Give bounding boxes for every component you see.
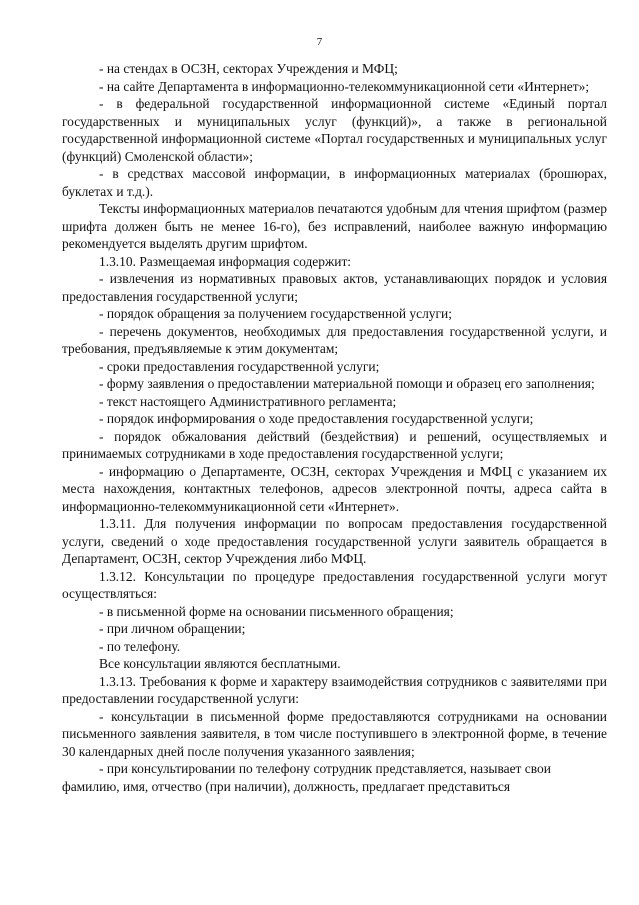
paragraph: - извлечения из нормативных правовых актов, устанавливающих порядок и условия предоставления государственной услуги; bbox=[62, 271, 607, 304]
paragraph: Тексты информационных материалов печатаются удобным для чтения шрифтом (размер шрифта должен быть не менее 16-го), без исправлений, наиболее важную информацию рекомендуется выделять другим шрифтом. bbox=[62, 201, 607, 251]
paragraph: - при личном обращении; bbox=[99, 621, 246, 636]
paragraph: - на сайте Департамента в информационно-телекоммуникационной сети «Интернет»; bbox=[99, 78, 590, 94]
paragraph: - форму заявления о предоставлении материальной помощи и образец его заполнения; bbox=[99, 376, 595, 391]
paragraph: - перечень документов, необходимых для предоставления государственной услуги, и требования, предъявляемые к этим документам; bbox=[62, 323, 607, 356]
paragraph: 1.3.10. Размещаемая информация содержит: bbox=[99, 253, 352, 269]
paragraph: - информацию о Департаменте, ОСЗН, секторах Учреждения и МФЦ с указанием их места нахождения, контактных телефонов, адресов электронной почты, адреса сайта в информационно-телекоммуникационной сети «Интернет». bbox=[62, 463, 607, 514]
paragraph: - порядок обращения за получением государственной услуги; bbox=[99, 306, 452, 321]
paragraph: 1.3.12. Консультации по процедуре предоставления государственной услуги могут осуществляться: bbox=[62, 568, 607, 601]
paragraph: - порядок обжалования действий (бездействия) и решений, осуществляемых и принимаемых сотрудниками в ходе предоставления государственной услуги; bbox=[62, 428, 607, 461]
paragraph: - сроки предоставления государственной услуги; bbox=[99, 358, 380, 374]
paragraph: Все консультации являются бесплатными. bbox=[99, 656, 341, 671]
page-number: 7 bbox=[316, 36, 323, 48]
paragraph: - на стендах в ОСЗН, секторах Учреждения и МФЦ; bbox=[99, 61, 398, 76]
paragraph: - консультации в письменной форме предоставляются сотрудниками на основании письменного заявления заявителя, в том числе поступившего в электронной форме, в течение 30 календарных дней после получения указанного заявления; bbox=[62, 708, 607, 759]
paragraph: - текст настоящего Административного регламента; bbox=[99, 393, 397, 409]
paragraph: - в письменной форме на основании письменного обращения; bbox=[99, 603, 454, 619]
paragraph: - при консультировании по телефону сотрудник представляется, называет свои фамилию, имя, отчество (при наличии), должность, предлагает представиться bbox=[62, 761, 551, 794]
paragraph: 1.3.13. Требования к форме и характеру взаимодействия сотрудников с заявителями при предоставлении государственной услуги: bbox=[62, 673, 607, 706]
paragraph: - в федеральной государственной информационной системе «Единый портал государственных и муниципальных услуг (функций)», а также в региональной государственной информационной системе «Портал государственных и муниципальных услуг (функций) Смоленской области»; bbox=[62, 96, 607, 164]
paragraph: - в средствах массовой информации, в информационных материалах (брошюрах, буклетах и т.д.). bbox=[62, 166, 607, 199]
paragraph: - по телефону. bbox=[99, 638, 181, 654]
paragraph: - порядок информирования о ходе предоставления государственной услуги; bbox=[99, 411, 534, 426]
document-body bbox=[62, 60, 607, 795]
paragraph: 1.3.11. Для получения информации по вопросам предоставления государственной услуги, сведений о ходе предоставления государственной услуги заявитель обращается в Департамент, ОСЗН, сектор Учреждения либо МФЦ. bbox=[62, 516, 607, 566]
